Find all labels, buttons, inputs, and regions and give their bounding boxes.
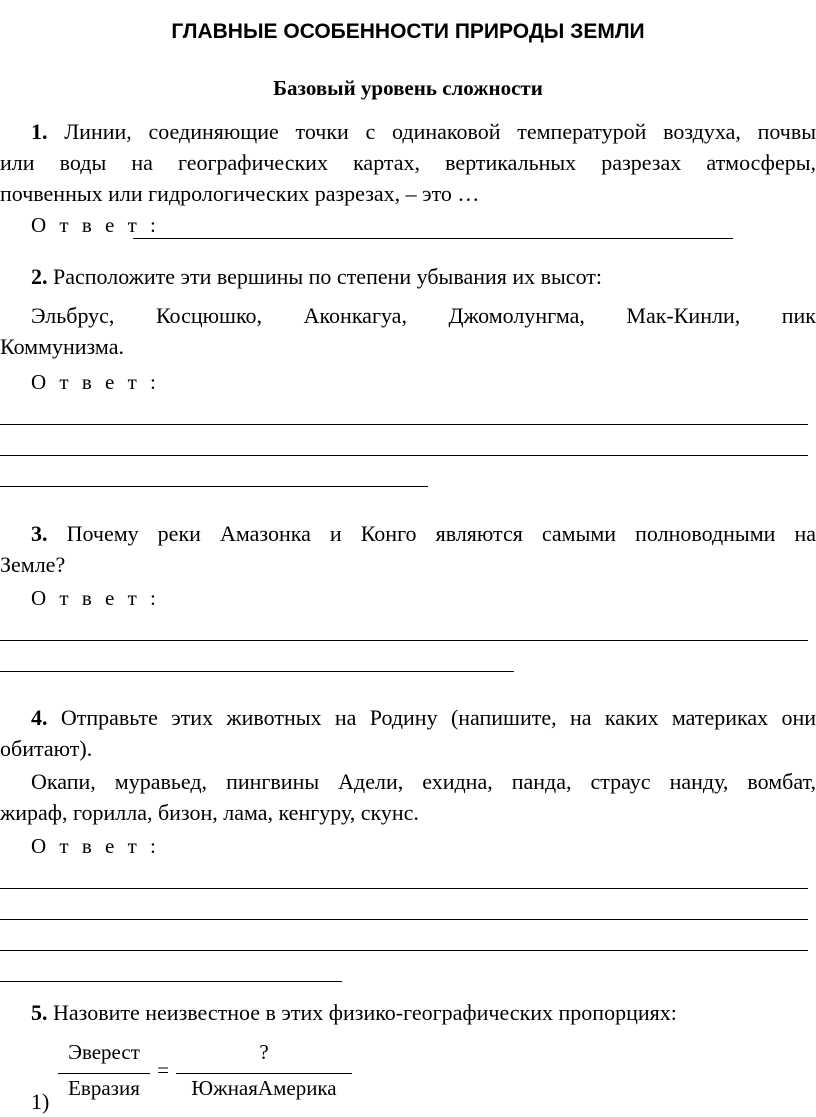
- q4-answer-line-4[interactable]: [0, 981, 342, 982]
- q2-number: 2.: [31, 264, 48, 289]
- q3-answer-label: О т в е т :: [31, 586, 160, 610]
- q2-answer-line-2[interactable]: [0, 455, 808, 456]
- equals-sign: =: [157, 1058, 169, 1082]
- q4-answer-line-2[interactable]: [0, 919, 808, 920]
- q4-answer-line-3[interactable]: [0, 950, 808, 951]
- q3-number: 3.: [31, 521, 48, 546]
- left-fraction-bar: [58, 1073, 150, 1074]
- q1-answer-line[interactable]: [133, 238, 733, 239]
- q1-line-3: почвенных или гидрологических разрезах, – это …: [0, 181, 480, 206]
- q1-line-2: или воды на географических картах, вертикальных разрезах атмосферы,: [0, 150, 816, 175]
- page-title: ГЛАВНЫЕ ОСОБЕННОСТИ ПРИРОДЫ ЗЕМЛИ: [171, 20, 645, 43]
- q5-number: 5.: [31, 1000, 48, 1025]
- q4-answer-label: О т в е т :: [31, 834, 160, 858]
- q4-animals-line-1: Окапи, муравьед, пингвины Адели, ехидна, панда, страус нанду, вомбат,: [31, 769, 816, 794]
- q1-line-1: 1. Линии, соединяющие точки с одинаковой температурой воздуха, почвы: [31, 119, 816, 144]
- q5-line-1: 5. Назовите неизвестное в этих физико-географических пропорциях:: [31, 1000, 677, 1025]
- q3-line-1: 3. Почему реки Амазонка и Конго являются самыми полноводными на: [31, 521, 816, 546]
- q2-answer-line-3[interactable]: [0, 486, 428, 487]
- q3-answer-line-1[interactable]: [0, 640, 808, 641]
- q5-proportion: [58, 1040, 358, 1110]
- q2-answer-label: О т в е т :: [31, 370, 160, 394]
- q4-number: 4.: [31, 705, 48, 730]
- q2-peaks-line-1: Эльбрус, Косцюшко, Аконкагуа, Джомолунгма, Мак-Кинли, пик: [31, 303, 816, 328]
- right-numerator: ?: [259, 1040, 269, 1064]
- q4-line-1: 4. Отправьте этих животных на Родину (напишите, на каких материках они: [31, 705, 816, 730]
- right-denominator: ЮжнаяАмерика: [191, 1076, 337, 1100]
- right-fraction-bar: [176, 1073, 352, 1074]
- q1-answer-label: О т в е т :: [31, 213, 160, 237]
- q4-answer-line-1[interactable]: [0, 888, 808, 889]
- q3-answer-line-2[interactable]: [0, 671, 514, 672]
- left-denominator: Евразия: [68, 1076, 140, 1100]
- q5-item-label: 1): [31, 1089, 50, 1114]
- q4-animals-line-2: жираф, горилла, бизон, лама, кенгуру, скунс.: [0, 800, 419, 825]
- q2-peaks-line-2: Коммунизма.: [0, 334, 124, 359]
- q1-number: 1.: [31, 119, 48, 144]
- left-numerator: Эверест: [68, 1040, 140, 1064]
- q3-line-2: Земле?: [0, 552, 66, 577]
- q2-line-1: 2. Расположите эти вершины по степени убывания их высот:: [31, 264, 603, 289]
- difficulty-level: Базовый уровень сложности: [273, 76, 543, 100]
- q4-line-2: обитают).: [0, 736, 93, 761]
- q2-answer-line-1[interactable]: [0, 424, 808, 425]
